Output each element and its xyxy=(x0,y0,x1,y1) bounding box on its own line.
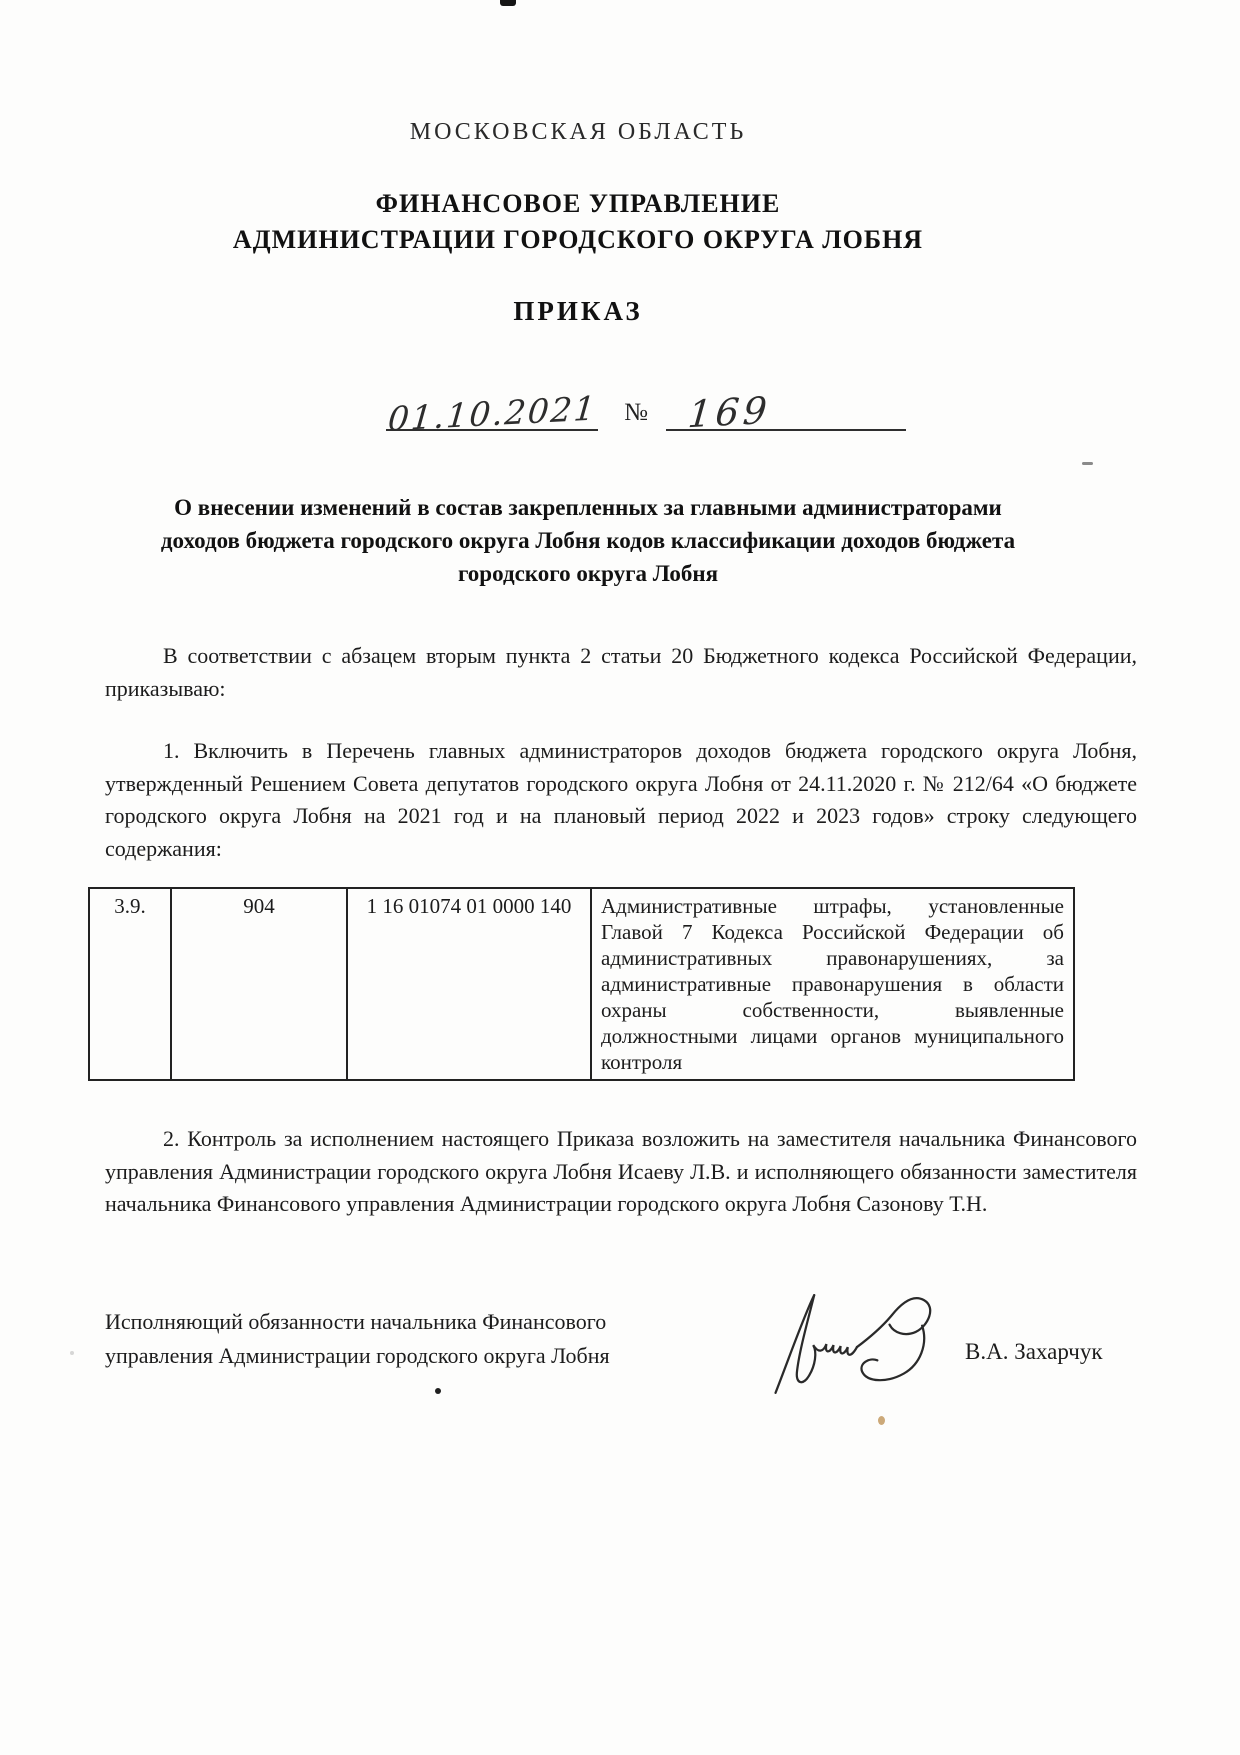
number-sign: № xyxy=(624,399,648,426)
paragraph-intro: В соответствии с абзацем вторым пункта 2 статьи 20 Бюджетного кодекса Российской Федерации, приказываю: xyxy=(105,643,1137,701)
signatory-position-line1: Исполняющий обязанности начальника Финансового xyxy=(105,1308,607,1334)
cell-description: Административные штрафы, установленные Главой 7 Кодекса Российской Федерации об административных правонарушениях, за административные правонарушения в области охраны собственности, выявленные должностными лицами органов муниципального контроля xyxy=(591,888,1074,1080)
signature-block xyxy=(105,1305,1137,1399)
document-type-title: ПРИКАЗ xyxy=(513,296,643,326)
cell-administrator-code: 904 xyxy=(171,888,347,1080)
document-content xyxy=(0,118,1240,1399)
order-title: О внесении изменений в состав закрепленных за главными администраторами доходов бюджета городского округа Лобня кодов классификации доходов бюджета городского округа Лобня xyxy=(160,495,1016,586)
date-number-line xyxy=(155,388,1137,439)
cell-item-number: 3.9. xyxy=(89,888,171,1080)
scan-artifact-tan-speck xyxy=(878,1416,885,1425)
scan-artifact-faint-speck xyxy=(70,1351,74,1355)
organization-name-line1: ФИНАНСОВОЕ УПРАВЛЕНИЕ xyxy=(375,189,781,218)
organization-name xyxy=(105,186,1051,258)
signatory-name: В.А. Захарчук xyxy=(965,1338,1103,1364)
number-field xyxy=(666,388,906,437)
scan-artifact-top-mark xyxy=(500,0,516,6)
cell-budget-classification-code: 1 16 01074 01 0000 140 xyxy=(347,888,591,1080)
table-row xyxy=(89,888,1074,1080)
handwritten-date: 01.10.2021 xyxy=(386,388,599,439)
handwritten-number: 169 xyxy=(686,388,773,437)
signatory-position-line2: управления Администрации городского округа Лобня xyxy=(105,1342,610,1368)
signature-autograph xyxy=(765,1287,953,1399)
paragraph-item1: 1. Включить в Перечень главных администраторов доходов бюджета городского округа Лобня, утвержденный Решением Совета депутатов городского округа Лобня от 24.11.2020 г. № 212/64 «О бюджете городского округа Лобня на 2021 год и на плановый период 2022 и 2023 годов» строку следующего содержания: xyxy=(105,738,1137,861)
organization-name-line2: АДМИНИСТРАЦИИ ГОРОДСКОГО ОКРУГА ЛОБНЯ xyxy=(232,225,924,254)
signatory-position xyxy=(105,1305,653,1373)
paragraph-item2: 2. Контроль за исполнением настоящего Приказа возложить на заместителя начальника Финансового управления Администрации городского округа Лобня Исаеву Л.В. и исполняющего обязанности заместителя начальника Финансового управления Администрации городского округа Лобня Сазонову Т.Н. xyxy=(105,1126,1137,1216)
scan-artifact-ink-dot xyxy=(435,1388,441,1394)
date-field xyxy=(386,388,599,439)
scan-artifact-right-dash xyxy=(1082,462,1093,465)
administrators-table xyxy=(88,887,1075,1081)
region-title: МОСКОВСКАЯ ОБЛАСТЬ xyxy=(409,119,747,145)
document-header xyxy=(105,118,1051,326)
